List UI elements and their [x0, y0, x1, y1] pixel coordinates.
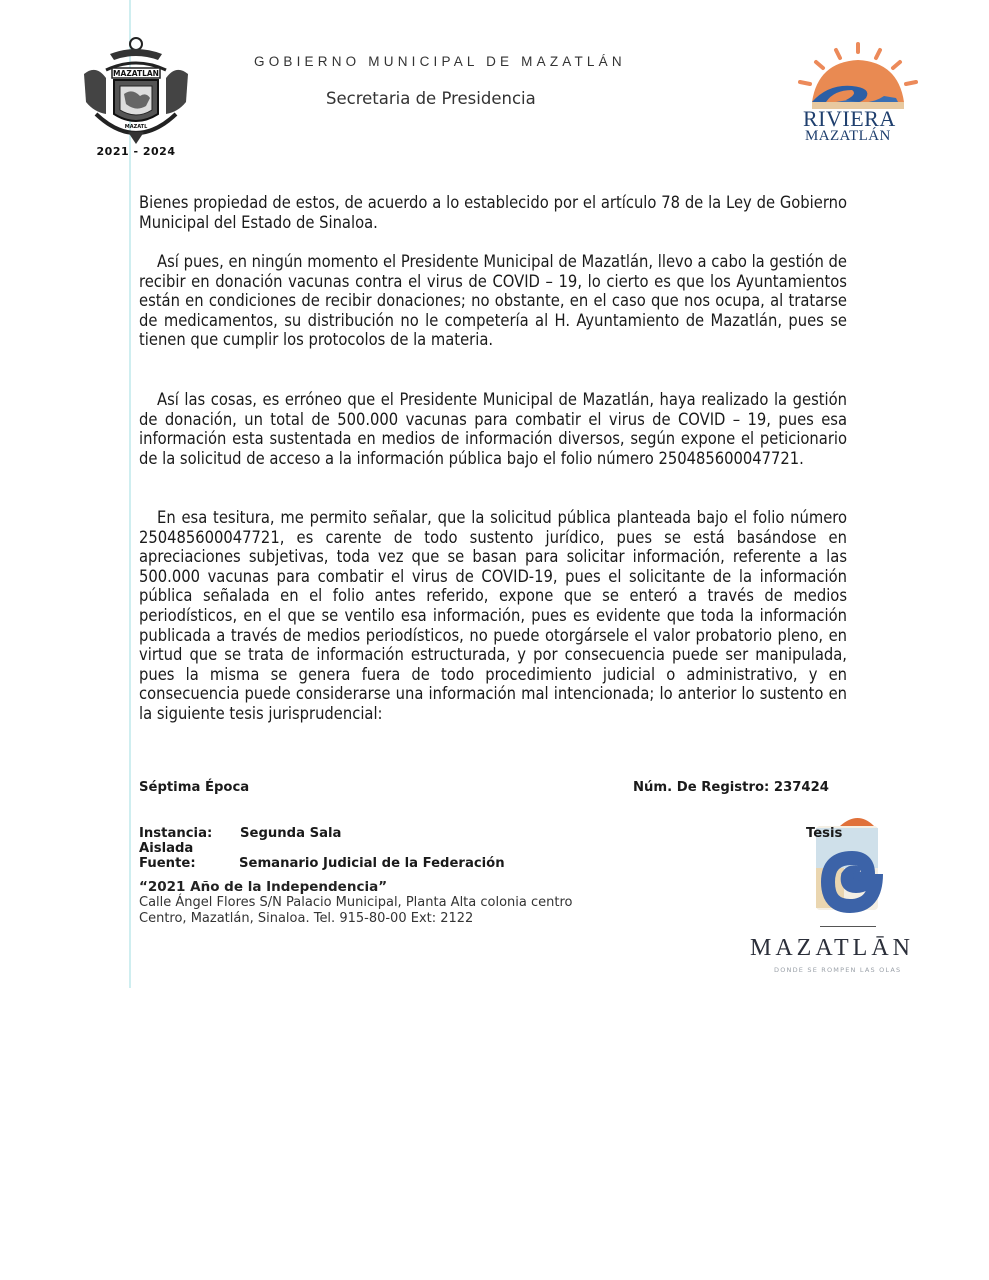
source-label: Fuente:: [139, 856, 196, 871]
thesis-registry-number: Núm. De Registro: 237424: [633, 780, 829, 795]
department-title: Secretaria de Presidencia: [326, 89, 536, 108]
paragraph-2: [139, 252, 847, 350]
instance-label: Instancia:: [139, 826, 213, 841]
thesis-type-left: Aislada: [139, 841, 194, 856]
logo-divider: [820, 926, 876, 927]
mazatlan-tagline: DONDE SE ROMPEN LAS OLAS: [774, 966, 902, 974]
thesis-epoch: Séptima Época: [139, 780, 250, 795]
mazatlan-wordmark: MAZATLĀN: [750, 935, 914, 961]
riviera-logo-line2: MAZATLÁN: [805, 128, 891, 144]
year-motto: “2021 Año de la Independencia”: [139, 879, 388, 895]
government-title: GOBIERNO MUNICIPAL DE MAZATLÁN: [254, 54, 626, 69]
instance-value: Segunda Sala: [240, 826, 342, 841]
address: [139, 895, 573, 927]
paragraph-1: [139, 193, 847, 232]
paragraph-4: [139, 508, 847, 724]
paragraph-text: Así pues, en ningún momento el Presidente Municipal de Mazatlán, llevo a cabo la gestión de recibir en donación vacunas contra el virus de COVID – 19, lo cierto es que los Ayuntamientos están en condiciones de recibir donaciones; no obstante, en el caso que nos ocupa, al tratarse de medicamentos, su distribución no le competería al H. Ayuntamiento de Mazatlán, pues se tienen que cumplir los protocolos de la materia.: [139, 252, 847, 350]
address-line-2: Centro, Mazatlán, Sinaloa. Tel. 915-80-00 Ext: 2122: [139, 911, 474, 926]
address-line-1: Calle Ángel Flores S/N Palacio Municipal, Planta Alta colonia centro: [139, 895, 573, 910]
thesis-type-right: Tesis: [806, 826, 843, 841]
administration-period: 2021 - 2024: [96, 145, 176, 158]
svg-text:MAZATLAN: MAZATLAN: [113, 69, 159, 78]
paragraph-text: En esa tesitura, me permito señalar, que la solicitud pública planteada bajo el folio número 250485600047721, es carente de todo sustento jurídico, pues se está basándose en apreciaciones subjetivas, toda vez que se basan para solicitar información, referente a las 500.000 vacunas para combatir el virus de COVID-19, pues el solicitante de la información pública señalada en el folio antes referido, expone que se enteró a través de medios periodísticos, en el que se ventilo esa información, pues es evidente que toda la información publicada a través de medios periodísticos, no puede otorgársele el valor probatorio pleno, en virtud que se trata de información estructurada, y por consecuencia puede ser manipulada, pues la misma se genera fuera de todo procedimiento judicial o administrativo, y en consecuencia puede considerarse una información mal intencionada; lo anterior lo sustento en la siguiente tesis jurisprudencial:: [139, 508, 847, 723]
riviera-logo-line1: RIVIERA: [803, 106, 896, 131]
municipal-crest-icon: [76, 34, 196, 152]
paragraph-text: Así las cosas, es erróneo que el Presidente Municipal de Mazatlán, haya realizado la gestión de donación, un total de 500.000 vacunas para combatir el virus de COVID – 19, pues esa información esta sustentada en medios de información diversos, según expone el peticionario de la solicitud de acceso a la información pública bajo el folio número 250485600047721.: [139, 390, 847, 468]
source-value: Semanario Judicial de la Federación: [239, 856, 505, 871]
svg-text:MAZATL: MAZATL: [124, 124, 148, 130]
paragraph-text: Bienes propiedad de estos, de acuerdo a lo establecido por el artículo 78 de la Ley de Gobierno Municipal del Estado de Sinaloa.: [139, 193, 847, 232]
paragraph-3: [139, 390, 847, 468]
